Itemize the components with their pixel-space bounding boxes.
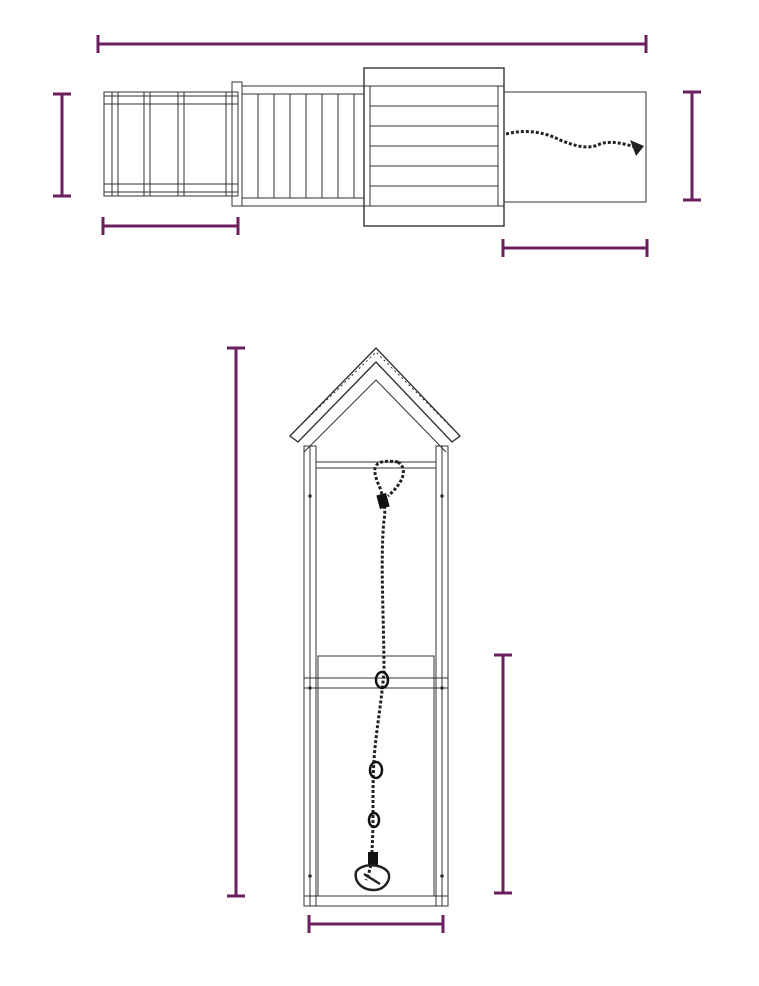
left-height-dimension [53,94,71,196]
wall-height-dimension [494,655,512,893]
base-width-dimension [309,915,443,933]
rope-end-clamp [368,852,378,866]
top-view [53,35,701,257]
rope-knot-3 [369,813,379,827]
total-height-dimension [227,348,245,896]
rope-top [506,132,640,148]
roof-drawing [364,68,504,226]
tower-front-drawing [290,348,460,906]
tower-roof [290,348,460,442]
wall-drawing [242,86,364,206]
right-height-dimension [683,92,701,200]
climbing-wall-top-drawing [504,92,646,202]
bridge-width-dimension [503,239,647,257]
ladder-width-dimension [103,217,238,235]
climbing-rope [356,461,404,890]
front-view [227,348,512,933]
total-width-dimension [98,35,646,53]
rope-knot-2 [370,762,382,778]
rope-front [366,461,398,880]
ladder-drawing [104,82,242,206]
rope-handle-top [630,140,644,156]
rope-handle [356,865,389,890]
